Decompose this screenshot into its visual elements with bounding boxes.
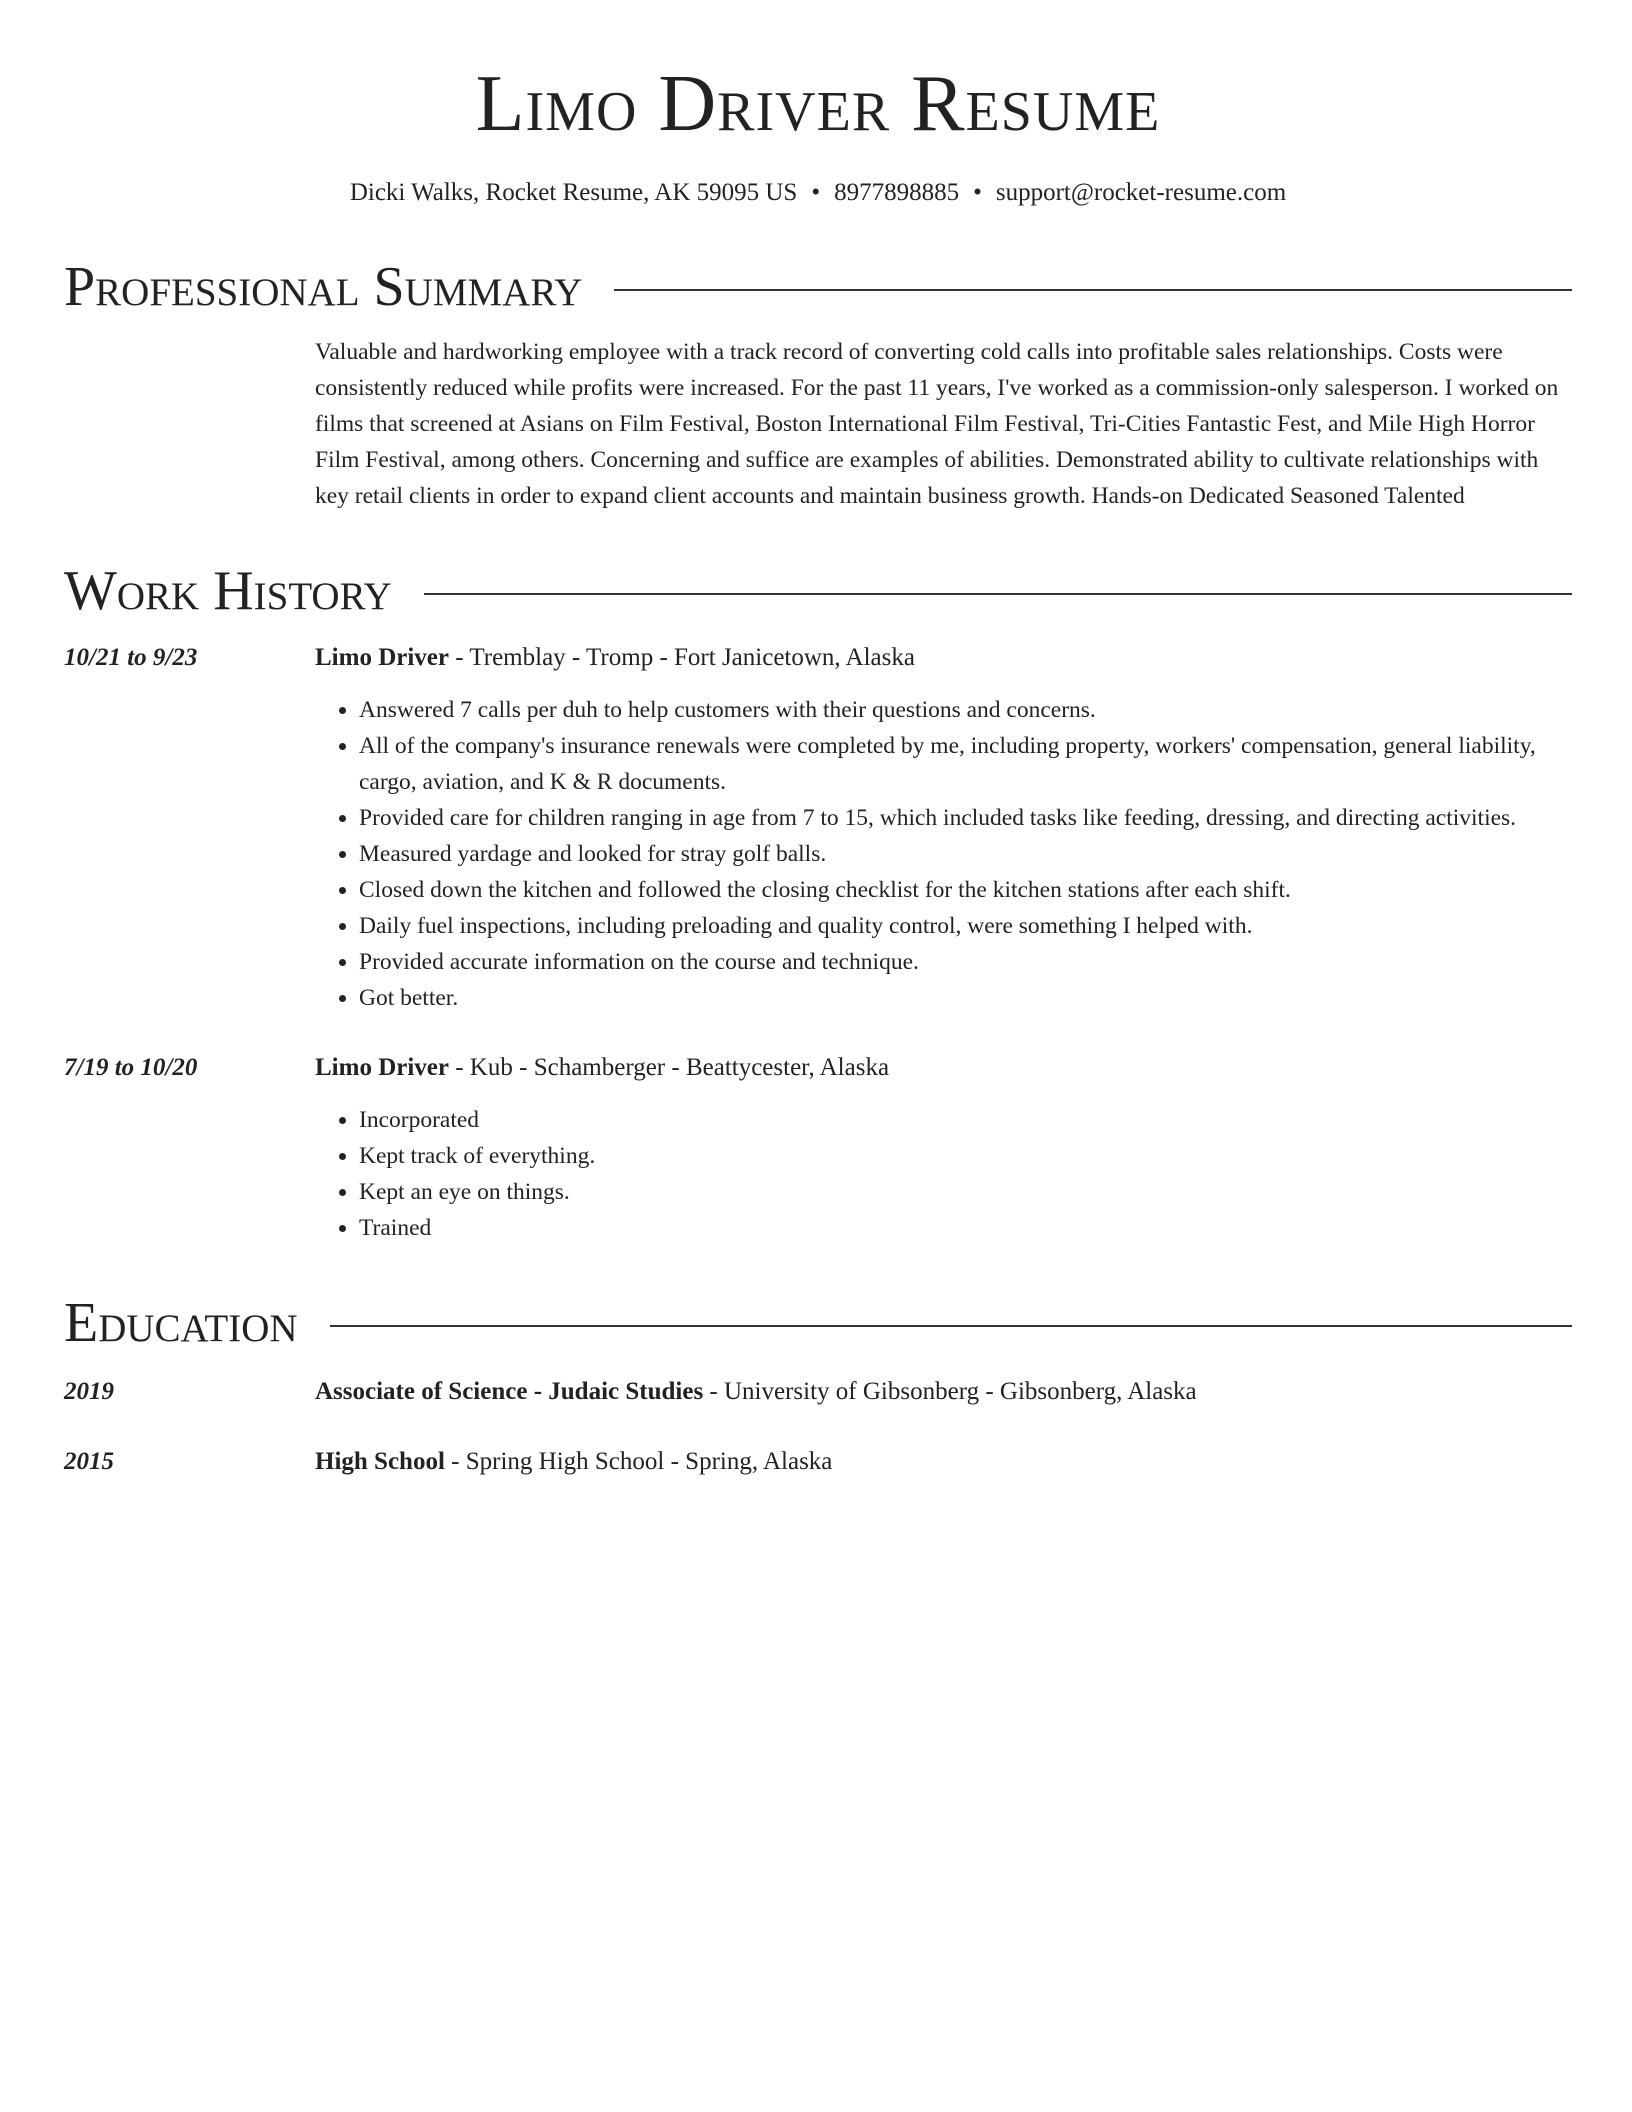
education-section-header	[64, 1292, 1572, 1354]
job-heading	[315, 640, 1572, 676]
job-entry	[64, 1050, 1572, 1246]
contact-email: support@rocket-resume.com	[995, 179, 1287, 206]
job-details: - Tremblay - Tromp - Fort Janicetown, Alaska	[448, 644, 915, 671]
duty-item: • All of the company's insurance renewals were completed by me, including property, workers' compensation, general liability, cargo, aviation, and K & R documents.	[359, 728, 1572, 800]
duty-item: • Incorporated	[359, 1102, 1572, 1138]
work-heading: Work History	[64, 560, 392, 622]
section-divider	[614, 289, 1572, 291]
summary-text: Valuable and hardworking employee with a track record of converting cold calls into profitable sales relationships. Costs were consistently reduced while profits were increased. For the past 11 years, I've worked as a commission-only salesperson. I worked on films that screened at Asians on Film Festival, Boston International Film Festival, Tri-Cities Fantastic Fest, and Mile High Horror Film Festival, among others. Concerning and suffice are examples of abilities. Demonstrated ability to cultivate relationships with key retail clients in order to expand client accounts and maintain business growth. Hands-on Dedicated Seasoned Talented	[315, 339, 1559, 509]
summary-section-header	[64, 256, 1572, 318]
duty-list	[315, 1102, 1572, 1246]
duty-item: • Provided accurate information on the course and technique.	[359, 944, 1572, 980]
job-title: Limo Driver	[315, 1054, 449, 1081]
duty-item: • Measured yardage and looked for stray golf balls.	[359, 836, 1572, 872]
contact-separator: •	[973, 179, 982, 206]
job-body	[315, 640, 1572, 1016]
section-divider	[330, 1325, 1572, 1327]
page-title: Limo Driver Resume	[475, 60, 1161, 148]
education-degree: Associate of Science - Judaic Studies	[315, 1378, 704, 1405]
contact-separator: •	[811, 179, 821, 206]
education-entry	[64, 1444, 1572, 1480]
education-line	[315, 1444, 1572, 1480]
contact-phone: 8977898885	[834, 179, 960, 206]
duty-item: • Answered 7 calls per duh to help customers with their questions and concerns.	[359, 692, 1572, 728]
job-details: - Kub - Schamberger - Beattycester, Alaska	[448, 1054, 890, 1081]
education-year: 2015	[64, 1448, 114, 1475]
job-entry	[64, 640, 1572, 1016]
work-section-header	[64, 560, 1572, 622]
job-heading	[315, 1050, 1572, 1086]
job-dates: 7/19 to 10/20	[64, 1054, 198, 1081]
education-details: - University of Gibsonberg - Gibsonberg, Alaska	[703, 1378, 1197, 1405]
job-body	[315, 1050, 1572, 1246]
duty-item: • Kept track of everything.	[359, 1138, 1572, 1174]
contact-address: Dicki Walks, Rocket Resume, AK 59095 US	[349, 179, 798, 206]
duty-item: • Daily fuel inspections, including preloading and quality control, were something I helped with.	[359, 908, 1572, 944]
job-dates: 10/21 to 9/23	[64, 644, 198, 671]
education-line	[315, 1374, 1572, 1410]
duty-item: • Trained	[359, 1210, 1572, 1246]
summary-heading: Professional Summary	[64, 256, 583, 318]
duty-item: • Got better.	[359, 980, 1572, 1016]
education-heading: Education	[64, 1292, 298, 1354]
resume-page	[64, 0, 1572, 1480]
duty-list	[315, 692, 1572, 1016]
section-divider	[424, 593, 1572, 595]
duty-item: • Closed down the kitchen and followed the closing checklist for the kitchen stations after each shift.	[359, 872, 1572, 908]
duty-item: • Kept an eye on things.	[359, 1174, 1572, 1210]
education-year: 2019	[64, 1378, 114, 1405]
education-details: - Spring High School - Spring, Alaska	[444, 1448, 833, 1475]
contact-line	[64, 176, 1572, 210]
education-entry	[64, 1374, 1572, 1410]
education-degree: High School	[315, 1448, 445, 1475]
job-title: Limo Driver	[315, 644, 449, 671]
duty-item: • Provided care for children ranging in age from 7 to 15, which included tasks like feeding, dressing, and directing activities.	[359, 800, 1572, 836]
